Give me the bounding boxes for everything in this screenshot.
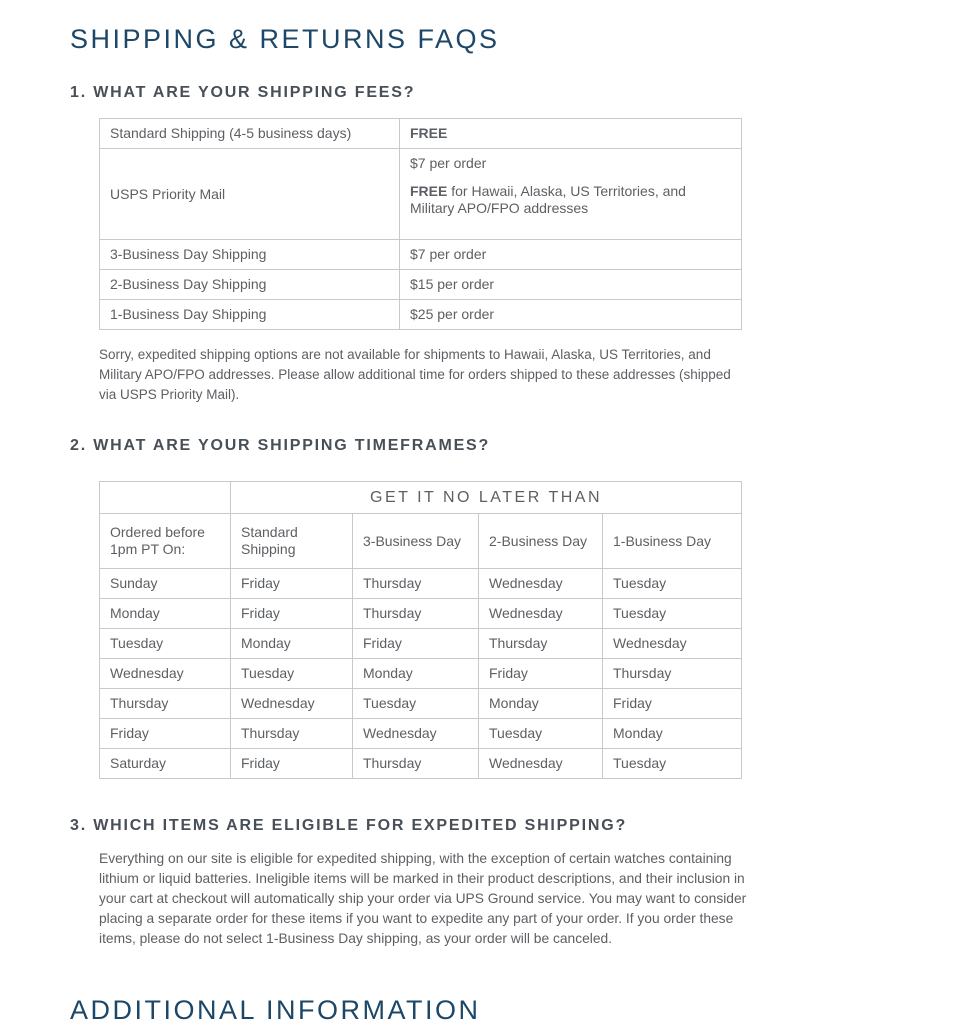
fee-row bbox=[100, 149, 742, 240]
fee-price-cell: $15 per order bbox=[400, 270, 742, 300]
fee-row bbox=[100, 270, 742, 300]
timeframe-cell: Wednesday bbox=[100, 659, 231, 689]
shipping-fees-table bbox=[99, 118, 742, 330]
timeframe-cell: Saturday bbox=[100, 749, 231, 779]
timeframe-row bbox=[100, 719, 742, 749]
column-header-cell: Standard Shipping bbox=[231, 514, 353, 569]
timeframe-cell: Wednesday bbox=[603, 629, 742, 659]
timeframe-cell: Thursday bbox=[100, 689, 231, 719]
timeframe-cell: Tuesday bbox=[603, 749, 742, 779]
column-header-cell: 2-Business Day bbox=[479, 514, 603, 569]
timeframe-row bbox=[100, 569, 742, 599]
fee-method-cell: USPS Priority Mail bbox=[100, 149, 400, 240]
fee-price-line: $7 per order bbox=[410, 155, 487, 171]
timeframe-cell: Tuesday bbox=[603, 599, 742, 629]
shipping-restrictions-note: Sorry, expedited shipping options are not available for shipments to Hawaii, Alaska, US Territories, and Military APO/FPO addresses. Please allow additional time for orders shipped to these addresses (shipped via USPS Priority Mail). bbox=[99, 347, 731, 402]
timeframe-cell: Wednesday bbox=[479, 749, 603, 779]
timeframe-cell: Tuesday bbox=[353, 689, 479, 719]
timeframe-row bbox=[100, 629, 742, 659]
fee-row bbox=[100, 119, 742, 149]
timeframe-cell: Friday bbox=[231, 749, 353, 779]
fee-price-free-label: FREE bbox=[410, 183, 448, 199]
timeframe-cell: Tuesday bbox=[479, 719, 603, 749]
timeframe-cell: Friday bbox=[479, 659, 603, 689]
column-header-cell: 3-Business Day bbox=[353, 514, 479, 569]
timeframe-row bbox=[100, 659, 742, 689]
timeframe-cell: Thursday bbox=[353, 749, 479, 779]
timeframe-cell: Thursday bbox=[479, 629, 603, 659]
timeframe-cell: Wednesday bbox=[479, 569, 603, 599]
shipping-fees-heading: 1. WHAT ARE YOUR SHIPPING FEES? bbox=[70, 84, 416, 101]
fee-method-cell: 2-Business Day Shipping bbox=[100, 270, 400, 300]
column-header-cell: Ordered before 1pm PT On: bbox=[100, 514, 231, 569]
fee-price-cell: FREE bbox=[400, 119, 742, 149]
fee-row bbox=[100, 300, 742, 330]
timeframe-cell: Monday bbox=[479, 689, 603, 719]
shipping-timeframes-heading: 2. WHAT ARE YOUR SHIPPING TIMEFRAMES? bbox=[70, 437, 491, 454]
fee-price-line bbox=[410, 183, 731, 217]
timeframe-cell: Wednesday bbox=[479, 599, 603, 629]
expedited-eligibility-heading: 3. WHICH ITEMS ARE ELIGIBLE FOR EXPEDITED SHIPPING? bbox=[70, 817, 628, 834]
timeframe-cell: Wednesday bbox=[353, 719, 479, 749]
fee-price-cell bbox=[400, 149, 742, 240]
timeframe-cell: Tuesday bbox=[231, 659, 353, 689]
section-expedited-eligibility bbox=[70, 817, 890, 949]
section-shipping-fees bbox=[70, 84, 890, 405]
column-header-cell: 1-Business Day bbox=[603, 514, 742, 569]
timeframe-cell: Monday bbox=[231, 629, 353, 659]
fee-method-cell: Standard Shipping (4-5 business days) bbox=[100, 119, 400, 149]
timeframe-cell: Monday bbox=[353, 659, 479, 689]
fee-price-cell: $25 per order bbox=[400, 300, 742, 330]
timeframe-cell: Thursday bbox=[353, 569, 479, 599]
expedited-eligibility-paragraph: Everything on our site is eligible for expedited shipping, with the exception of certain watches containing lithium or liquid batteries. Ineligible items will be marked in their product descriptions, and their inclusion in your cart at checkout will automatically ship your order via UPS Ground service. You may want to consider placing a separate order for these items if you want to expedite any part of your order. If you order these items, please do not select 1-Business Day shipping, as your order will be canceled. bbox=[99, 851, 747, 946]
section-shipping-timeframes bbox=[70, 437, 890, 779]
fee-price-cell: $7 per order bbox=[400, 240, 742, 270]
fee-method-cell: 1-Business Day Shipping bbox=[100, 300, 400, 330]
timeframe-cell: Tuesday bbox=[603, 569, 742, 599]
timeframe-cell: Friday bbox=[603, 689, 742, 719]
timeframe-cell: Friday bbox=[100, 719, 231, 749]
timeframes-column-header-row bbox=[100, 514, 742, 569]
timeframe-cell: Wednesday bbox=[231, 689, 353, 719]
timeframe-cell: Thursday bbox=[231, 719, 353, 749]
timeframe-row bbox=[100, 689, 742, 719]
fee-row bbox=[100, 240, 742, 270]
shipping-timeframes-table bbox=[99, 481, 742, 779]
timeframe-cell: Friday bbox=[231, 599, 353, 629]
timeframe-cell: Sunday bbox=[100, 569, 231, 599]
timeframes-span-header-row bbox=[100, 482, 742, 514]
timeframe-cell: Friday bbox=[353, 629, 479, 659]
timeframe-cell: Monday bbox=[603, 719, 742, 749]
timeframes-corner-cell bbox=[100, 482, 231, 514]
timeframe-cell: Friday bbox=[231, 569, 353, 599]
timeframe-row bbox=[100, 749, 742, 779]
timeframe-row bbox=[100, 599, 742, 629]
timeframe-cell: Thursday bbox=[603, 659, 742, 689]
timeframe-cell: Tuesday bbox=[100, 629, 231, 659]
fee-method-cell: 3-Business Day Shipping bbox=[100, 240, 400, 270]
additional-information-title: ADDITIONAL INFORMATION bbox=[70, 995, 481, 1025]
page-title: SHIPPING & RETURNS FAQS bbox=[70, 24, 500, 54]
fee-price-free-detail: for Hawaii, Alaska, US Territories, and Military APO/FPO addresses bbox=[410, 183, 686, 216]
timeframe-cell: Thursday bbox=[353, 599, 479, 629]
get-it-no-later-header: GET IT NO LATER THAN bbox=[231, 482, 742, 514]
timeframe-cell: Monday bbox=[100, 599, 231, 629]
